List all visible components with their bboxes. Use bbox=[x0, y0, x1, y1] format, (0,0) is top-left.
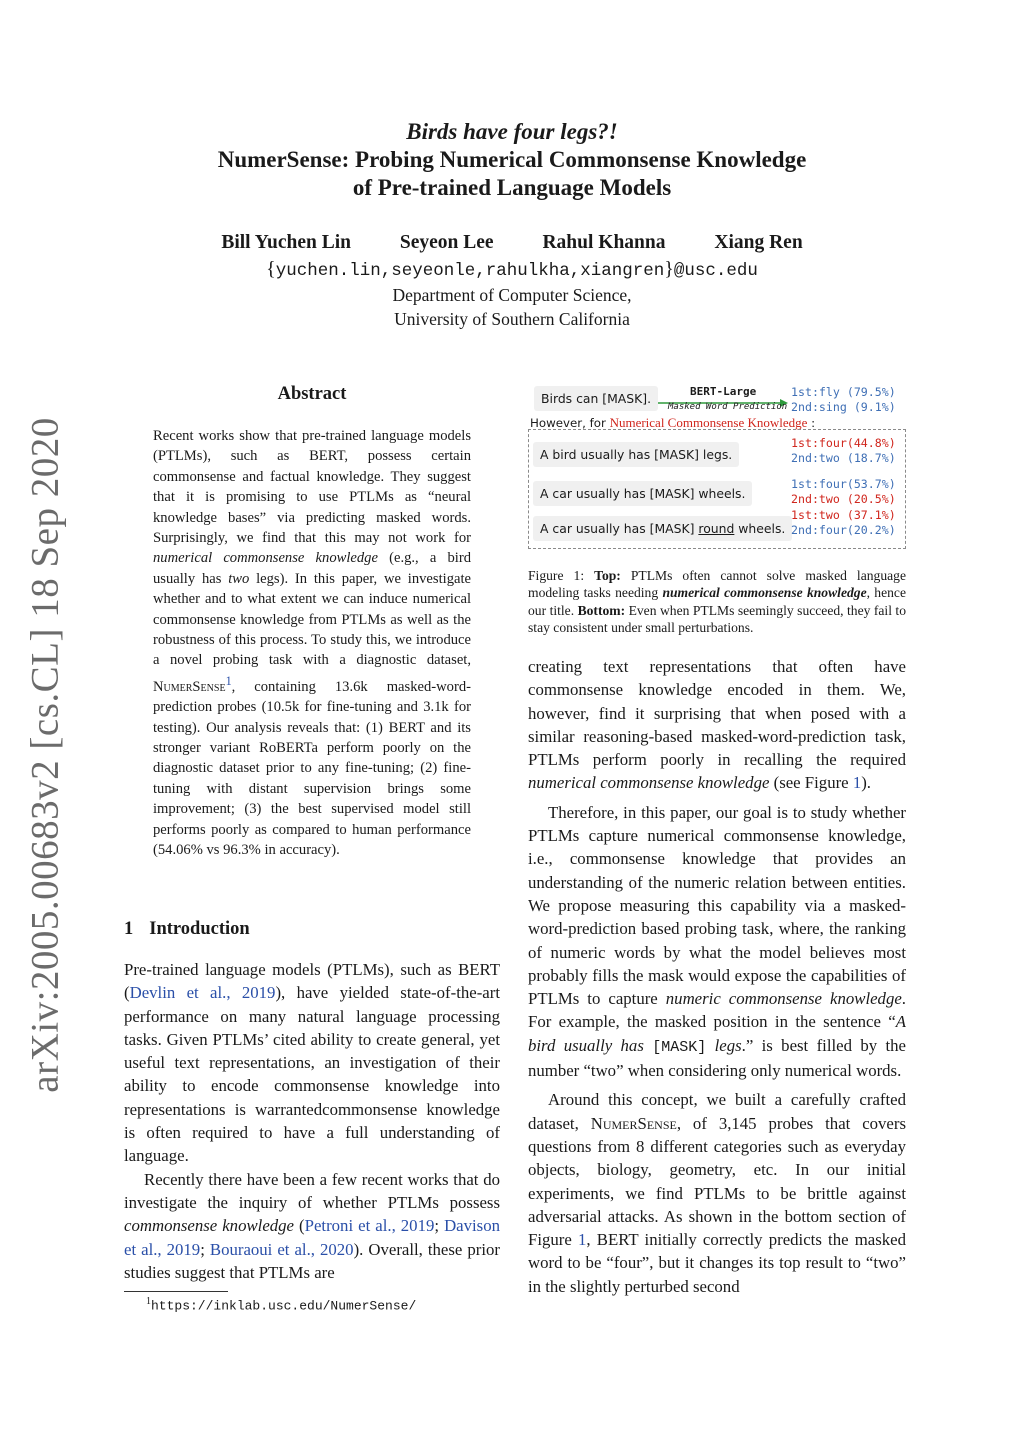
arxiv-identifier: arXiv:2005.00683v2 [cs.CL] 18 Sep 2020 bbox=[23, 417, 67, 1093]
figure-model-label: BERT-Large bbox=[690, 385, 757, 398]
caption-emphasis: numerical commonsense knowledge bbox=[662, 585, 867, 601]
emphasis-text: legs bbox=[706, 1035, 742, 1055]
paragraph-text: Therefore, in this paper, our goal is to study whether PTLMs capture numerical commonsense knowledge, i.e., commonsense knowledge that provides an understanding of the numeric relation between entities. We propose measuring this capability via a masked-word-prediction based probing task, where, the ranking of numeric words by what the model believes most probably fills the mask would expose the capabilities of PTLMs to capture bbox=[528, 802, 906, 1009]
footnote-rule bbox=[124, 1291, 228, 1292]
abstract-text: legs). In this paper, we investigate whether and to what extent we can induce numerical commonsense knowledge from PTLMs as well as the robustness of this process. To study this, we introduce a novel probing task with a diagnostic dataset, bbox=[153, 570, 471, 669]
paragraph-text: ). bbox=[861, 773, 872, 793]
title-line-3: of Pre-trained Language Models bbox=[352, 175, 672, 200]
affiliation-line-2: University of Southern California bbox=[394, 309, 630, 329]
left-column-body bbox=[124, 958, 500, 1284]
footnote-number: 1 bbox=[146, 1296, 151, 1307]
figure-top-input: Birds can [MASK]. bbox=[534, 386, 658, 411]
email-brace-close: } bbox=[664, 258, 674, 280]
abstract-emphasis: numerical commonsense knowledge bbox=[153, 550, 378, 567]
citation-separator: ; bbox=[200, 1239, 210, 1259]
figure-text: A car usually has [MASK] bbox=[540, 521, 699, 536]
sentence-3-prediction-2: 2nd:four(20.2%) bbox=[791, 523, 896, 537]
emphasis-text: commonsense knowledge bbox=[124, 1216, 294, 1236]
title-line-1: Birds have four legs?! bbox=[406, 119, 618, 144]
figure-sentence-3 bbox=[533, 516, 792, 541]
figure-underlined-word: round bbox=[698, 521, 735, 536]
paragraph-text: .” is best filled by the number “two” when considering only numerical words. bbox=[528, 1035, 906, 1081]
abstract-heading: Abstract bbox=[277, 384, 347, 404]
author-name: Seyeon Lee bbox=[399, 232, 494, 253]
footnote-url-link[interactable]: https://inklab.usc.edu/NumerSense/ bbox=[151, 1298, 417, 1314]
caption-bold: Bottom: bbox=[577, 602, 626, 618]
email-domain: @usc.edu bbox=[673, 261, 758, 281]
paragraph-text: Pre-trained language models (PTLMs), such as BERT ( bbox=[124, 960, 500, 1003]
author-name: Rahul Khanna bbox=[542, 232, 666, 253]
paragraph-text: creating text representations that often have commonsense knowledge encoded in them. We, however, find it surprising that when posed with a similar reasoning-based masked-word-prediction task, PTLMs perform poorly in recalling the required bbox=[528, 657, 906, 770]
paragraph-text: ). Overall, these prior studies suggest that PTLMs are bbox=[124, 1239, 500, 1282]
right-column-body bbox=[528, 655, 906, 1298]
author-name: Bill Yuchen Lin bbox=[221, 232, 352, 253]
citation-link[interactable]: Bouraoui et al., 2020 bbox=[209, 1239, 354, 1259]
paper-title bbox=[0, 118, 1024, 202]
top-prediction-1: 1st:fly (79.5%) bbox=[791, 385, 896, 399]
emphasis-text: numeric commonsense knowledge bbox=[665, 989, 902, 1009]
footnote-marker[interactable]: 1 bbox=[225, 673, 232, 688]
dataset-name: NumerSense bbox=[590, 1113, 677, 1133]
sentence-1-prediction-2: 2nd:two (18.7%) bbox=[791, 451, 896, 465]
footnote bbox=[146, 1296, 416, 1313]
paragraph-text: , BERT initially correctly predicts the masked word to be “four”, but it changes its top result to “two” in the slightly perturbed second bbox=[528, 1230, 906, 1296]
sentence-3-prediction-1: 1st:two (37.1%) bbox=[791, 508, 896, 522]
caption-label: Figure 1: bbox=[528, 568, 595, 583]
title-line-2: NumerSense: Probing Numerical Commonsense Knowledge bbox=[217, 147, 807, 172]
paragraph-text: Around this concept, we built a carefully crafted dataset, bbox=[528, 1090, 906, 1133]
emphasis-text: numerical commonsense knowledge bbox=[528, 773, 770, 793]
paragraph bbox=[528, 1088, 906, 1298]
section-title: Introduction bbox=[149, 919, 250, 939]
paragraph-text: (see Figure bbox=[769, 773, 853, 793]
figure-highlight-text: Numerical Commonsense Knowledge bbox=[609, 415, 808, 430]
author-name: Xiang Ren bbox=[714, 232, 803, 253]
paragraph-text: Recently there have been a few recent works that do investigate the inquiry of whether PTLMs possess bbox=[124, 1169, 500, 1212]
paragraph bbox=[124, 958, 500, 1168]
mask-token: [MASK] bbox=[652, 1038, 707, 1056]
paragraph-text: ( bbox=[294, 1216, 305, 1236]
email-brace-open: { bbox=[266, 258, 276, 280]
abstract-emphasis: two bbox=[228, 570, 250, 587]
email-names: yuchen.lin,seyeonle,rahulkha,xiangren bbox=[275, 261, 665, 281]
citation-separator: ; bbox=[434, 1216, 445, 1236]
affiliation-line-1: Department of Computer Science, bbox=[392, 285, 632, 305]
abstract-body bbox=[153, 426, 471, 860]
figure-1 bbox=[528, 380, 908, 555]
abstract-text: , containing 13.6k masked-word-prediction probes (10.5k for fine-tuning and 3.1k for testing). Our analysis reveals that: (1) BERT and its stronger variant RoBERTa perform poorly on the diagnostic dataset prior to any fine-tuning; (2) fine-tuning with distant supervision brings some improvement; (3) the best supervised model still performs poorly as compared to human performance (54.06% vs 96.3% in accuracy). bbox=[153, 678, 471, 858]
section-number: 1 bbox=[124, 919, 134, 939]
figure-text: wheels. bbox=[734, 521, 786, 536]
emphasis-text: A bird usually has bbox=[528, 1012, 906, 1055]
figure-text: However, for bbox=[530, 416, 610, 430]
figure-task-label: Masked Word Prediction bbox=[668, 402, 788, 412]
author-list bbox=[0, 232, 1024, 254]
figure-sentence-1: A bird usually has [MASK] legs. bbox=[533, 442, 739, 467]
paragraph bbox=[124, 1168, 500, 1284]
top-prediction-2: 2nd:sing (9.1%) bbox=[791, 400, 896, 414]
caption-text: Even when PTLMs seemingly succeed, they fail to stay consistent under small perturbations. bbox=[528, 602, 906, 635]
figure-1-caption bbox=[528, 567, 906, 636]
citation-link[interactable]: Petroni et al., 2019 bbox=[304, 1216, 435, 1236]
abstract-text: (e.g., a bird usually has bbox=[153, 550, 472, 587]
caption-bold: Top: bbox=[594, 568, 621, 583]
citation-link[interactable]: Davison et al., 2019 bbox=[124, 1216, 500, 1259]
paragraph-text: , of 3,145 probes that covers questions from 8 different categories such as everyday objects, biology, geometry, etc. In our initial experiments, we find PTLMs to be brittle against adversarial attacks. As shown in the bottom section of Figure bbox=[528, 1113, 907, 1250]
abstract-text: Recent works show that pre-trained language models (PTLMs), such as BERT, possess certain commonsense and factual knowledge. They suggest that it is promising to use PTLMs as “neural knowledge bases” via predicting masked words. Surprisingly, we find that this may not work for bbox=[153, 428, 471, 547]
arxiv-sidebar bbox=[14, 417, 76, 1093]
paragraph bbox=[528, 655, 906, 795]
caption-text: , hence our title. bbox=[528, 585, 907, 618]
paragraph bbox=[528, 801, 906, 1083]
figure-sentence-2: A car usually has [MASK] wheels. bbox=[533, 481, 752, 506]
sentence-2-prediction-1: 1st:four(53.7%) bbox=[791, 477, 896, 491]
figure-reference-link[interactable]: 1 bbox=[578, 1230, 587, 1250]
figure-bottom-panel bbox=[528, 429, 906, 549]
sentence-1-prediction-1: 1st:four(44.8%) bbox=[791, 436, 896, 450]
paragraph-text: . For example, the masked position in the sentence “ bbox=[528, 989, 906, 1032]
sentence-2-prediction-2: 2nd:two (20.5%) bbox=[791, 492, 896, 506]
paragraph-text: ), have yielded state-of-the-art performance on many natural language processing tasks. Given PTLMs’ cited ability to create general, yet useful text representations, an investigation of their ability to encode commonsense knowledge into representations is warrantedcommonsense knowledge is often required to have a full understanding of language. bbox=[124, 983, 501, 1166]
citation-link[interactable]: Devlin et al., 2019 bbox=[129, 983, 276, 1003]
figure-text: : bbox=[807, 416, 816, 430]
dataset-name: NumerSense bbox=[153, 678, 226, 695]
figure-reference-link[interactable]: 1 bbox=[852, 773, 862, 793]
section-heading-introduction bbox=[124, 919, 250, 940]
affiliation bbox=[0, 283, 1024, 331]
author-emails bbox=[0, 258, 1024, 281]
caption-text: PTLMs often cannot solve masked language modeling tasks needing bbox=[528, 568, 906, 601]
